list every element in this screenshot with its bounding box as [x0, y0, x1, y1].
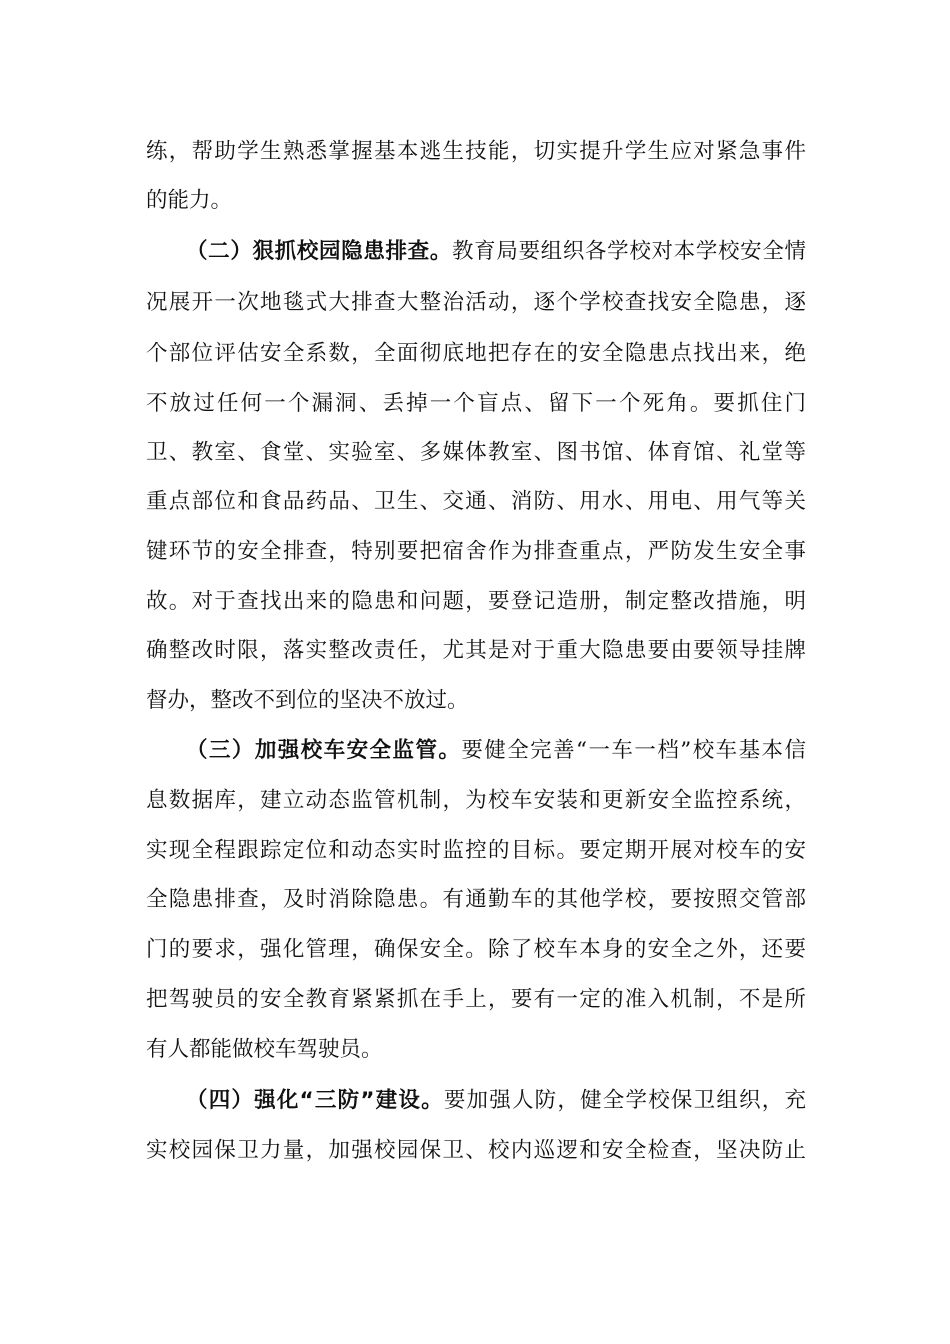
paragraph-3-line-1-text: 要健全完善“一车一档”校车基本信	[461, 738, 806, 763]
paragraph-4-line-1	[186, 1086, 806, 1116]
paragraph-2-line-3: 个部位评估安全系数，全面彻底地把存在的安全隐患点找出来，绝	[146, 341, 806, 366]
paragraph-3-line-5: 门的要求，强化管理，确保安全。除了校车本身的安全之外，还要	[146, 937, 806, 962]
paragraph-2-line-4: 不放过任何一个漏洞、丢掉一个盲点、留下一个死角。要抓住门	[146, 391, 806, 416]
paragraph-2-line-2: 况展开一次地毯式大排查大整治活动，逐个学校查找安全隐患，逐	[146, 290, 806, 315]
paragraph-2-line-5: 卫、教室、食堂、实验室、多媒体教室、图书馆、体育馆、礼堂等	[146, 440, 806, 465]
paragraph-3-heading: （三）加强校车安全监管。	[186, 738, 462, 763]
paragraph-2-line-8: 故。对于查找出来的隐患和问题，要登记造册，制定整改措施，明	[146, 589, 806, 614]
paragraph-2-line-1-text: 教育局要组织各学校对本学校安全情	[452, 239, 806, 264]
paragraph-1-line-2: 的能力。	[146, 188, 233, 213]
paragraph-4-line-2: 实校园保卫力量，加强校园保卫、校内巡逻和安全检查，坚决防止	[146, 1138, 806, 1163]
paragraph-2-line-1	[186, 237, 806, 267]
paragraph-3-line-6: 把驾驶员的安全教育紧紧抓在手上，要有一定的准入机制，不是所	[146, 987, 806, 1012]
paragraph-2-line-9: 确整改时限，落实整改责任，尤其是对于重大隐患要由要领导挂牌	[146, 638, 806, 663]
paragraph-2-line-7: 键环节的安全排查，特别要把宿舍作为排查重点，严防发生安全事	[146, 539, 806, 564]
paragraph-4-line-1-text: 要加强人防，健全学校保卫组织，充	[443, 1088, 806, 1113]
paragraph-3-line-7: 有人都能做校车驾驶员。	[146, 1037, 383, 1062]
paragraph-3-line-3: 实现全程跟踪定位和动态实时监控的目标。要定期开展对校车的安	[146, 838, 806, 863]
paragraph-4-heading: （四）强化“三防”建设。	[186, 1088, 444, 1113]
paragraph-1-line-1: 练，帮助学生熟悉掌握基本逃生技能，切实提升学生应对紧急事件	[146, 139, 806, 164]
paragraph-3-line-4: 全隐患排查，及时消除隐患。有通勤车的其他学校，要按照交管部	[146, 887, 806, 912]
paragraph-2-line-6: 重点部位和食品药品、卫生、交通、消防、用水、用电、用气等关	[146, 489, 806, 514]
paragraph-3-line-1	[186, 736, 806, 766]
paragraph-2-line-10: 督办，整改不到位的坚决不放过。	[146, 688, 469, 713]
paragraph-2-heading: （二）狠抓校园隐患排查。	[186, 239, 452, 264]
paragraph-3-line-2: 息数据库，建立动态监管机制，为校车安装和更新安全监控系统，	[146, 788, 806, 813]
